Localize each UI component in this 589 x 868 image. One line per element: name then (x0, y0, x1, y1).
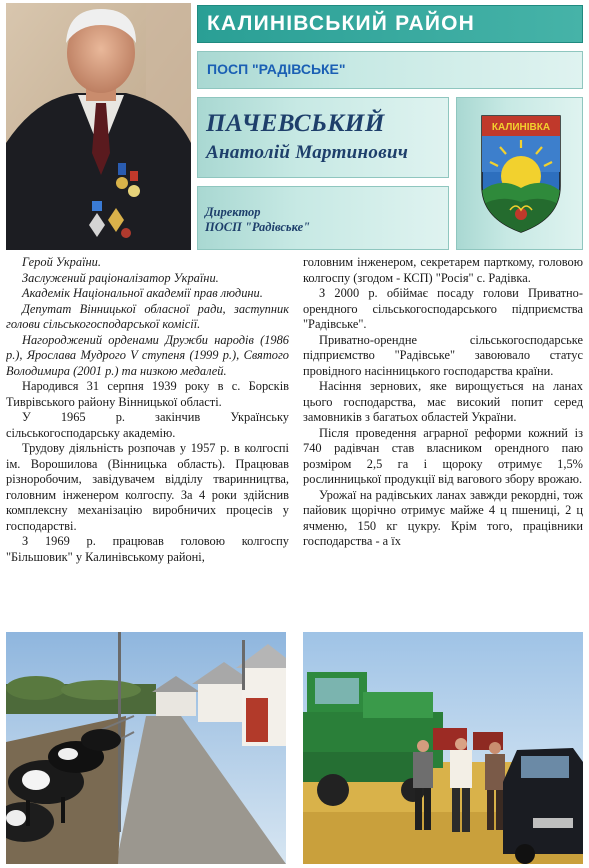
role-title: Директор (205, 205, 261, 219)
person-given-names: Анатолій Мартинович (206, 142, 409, 163)
name-bar (197, 97, 449, 178)
harvest-field-photo (303, 632, 583, 864)
person-surname: ПАЧЕВСЬКИЙ (206, 110, 385, 137)
honor-line: Депутат Вінницької обласної ради, заступник голови сільськогосподарської комісії. (6, 301, 289, 331)
honor-line: Герой України. (22, 255, 101, 269)
kalynivka-coat-of-arms-icon (480, 114, 562, 234)
bio-paragraph: У 1965 р. закінчив Українську сільськогосподарську академію. (6, 410, 289, 440)
district-header-bar (197, 5, 583, 43)
emblem-panel (456, 97, 583, 250)
emblem-caption: КАЛИНІВКА (491, 122, 551, 133)
cattle-farm-photo (6, 632, 286, 864)
bio-paragraph: Після проведення аграрної реформи кожний із 740 радівчан став власником орендного паю розміром 2,5 га і щороку отримує 1,5% рослинницької продукції від вагового збору врожаю. (303, 425, 583, 486)
honor-line: Академік Національної академії прав людини. (22, 286, 263, 300)
biography-left-column (6, 255, 289, 621)
bio-paragraph: головним інженером, секретарем парткому, головою колгоспу (згодом - КСП) "Росія" с. Радівка. (303, 255, 583, 285)
bio-paragraph: З 1969 р. працював головою колгоспу "Більшовик" у Калинівському районі, (6, 534, 289, 564)
bio-paragraph: Трудову діяльність розпочав у 1957 р. в колгоспі ім. Ворошилова (Вінницька область). Працював різноробочим, завідувачем відділу тваринництва, головним інженером колгоспу. За 4 роки здійснив комплексну механізацію виробничих процесів у господарстві. (6, 441, 289, 533)
bio-paragraph: З 2000 р. обіймає посаду голови Приватно-орендного сільськогосподарського підприємства "Радівське". (303, 286, 583, 331)
role-organization: ПОСП "Радівське" (205, 220, 311, 234)
organization-title: ПОСП "РАДІВСЬКЕ" (207, 61, 346, 77)
director-portrait-photo (6, 3, 191, 250)
bio-paragraph: Насіння зернових, яке вирощується на ланах цього господарства, має високий попит серед замовників з багатьох областей України. (303, 379, 583, 424)
bio-paragraph: Урожаї на радівських ланах завжди рекордні, тож пайовик щорічно отримує майже 4 ц пшениці, 2 ц ячменю, 150 кг цукру. Крім того, працівники господарства - а їх (303, 487, 583, 548)
honor-line: Заслужений раціоналізатор України. (22, 270, 219, 285)
district-title: КАЛИНІВСЬКИЙ РАЙОН (207, 12, 476, 35)
organization-bar (197, 51, 583, 89)
bio-paragraph: Приватно-орендне сільськогосподарське підприємство "Радівське" завоювало статус провідного насінницького господарства країни. (303, 332, 583, 378)
birth-paragraph: Народився 31 серпня 1939 року в с. Борсків Тиврівського району Вінницької області. (6, 379, 289, 409)
honor-line: Нагороджений орденами Дружби народів (1986 р.), Ярослава Мудрого V ступеня (1999 р.), Святого Володимира (2001 р.) та низкою медалей. (6, 332, 289, 378)
biography-right-column (303, 255, 583, 621)
role-bar (197, 186, 449, 250)
